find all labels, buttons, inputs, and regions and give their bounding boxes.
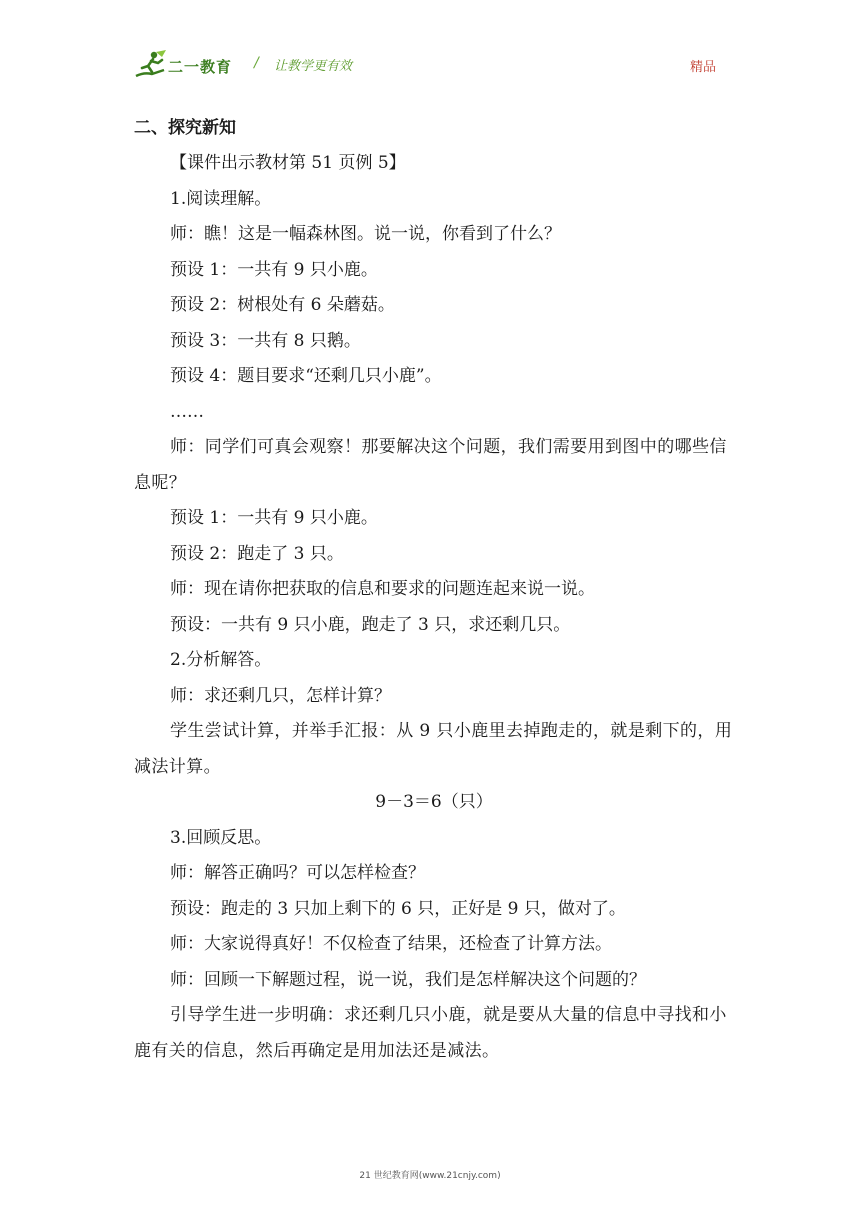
text-line: 师：回顾一下解题过程，说一说，我们是怎样解决这个问题的？ xyxy=(170,969,646,990)
text-line: 预设 1：一共有 9 只小鹿。 xyxy=(170,259,378,280)
document-body xyxy=(134,110,734,1069)
runner-logo-icon xyxy=(134,50,168,80)
text-line: 预设 1：一共有 9 只小鹿。 xyxy=(170,508,378,528)
logo-text: 二一教育 xyxy=(168,58,233,76)
text-line: 师：解答正确吗？可以怎样检查？ xyxy=(170,863,425,883)
section-title: 二、探究新知 xyxy=(134,118,236,138)
text-line: 2.分析解答。 xyxy=(170,650,272,670)
paragraph: 师：同学们可真会观察！那要解决这个问题，我们需要用到图中的哪些信息呢？ xyxy=(134,437,727,493)
page-footer: 21 世纪教育网(www.21cnjy.com) xyxy=(359,1171,501,1181)
brand-logo xyxy=(134,50,246,80)
paragraph: 学生尝试计算，并举手汇报：从 9 只小鹿里去掉跑走的，就是剩下的，用减法计算。 xyxy=(134,721,733,777)
header-divider: / xyxy=(254,55,259,71)
text-line: 师：现在请你把获取的信息和要求的问题连起来说一说。 xyxy=(170,579,595,599)
text-line: 预设：跑走的 3 只加上剩下的 6 只，正好是 9 只，做对了。 xyxy=(170,898,626,919)
paragraph: 引导学生进一步明确：求还剩几只小鹿，就是要从大量的信息中寻找和小鹿有关的信息，然后再确定是用加法还是减法。 xyxy=(134,1005,727,1061)
equation: 9－3＝6（只） xyxy=(375,792,493,812)
text-line: 师：瞧！这是一幅森林图。说一说，你看到了什么？ xyxy=(170,224,561,244)
text-line: 师：大家说得真好！不仅检查了结果，还检查了计算方法。 xyxy=(170,934,612,954)
text-line: 1.阅读理解。 xyxy=(170,188,272,209)
text-line: 预设 2：跑走了 3 只。 xyxy=(170,543,344,564)
page-header xyxy=(134,48,734,84)
text-line: 预设 3：一共有 8 只鹅。 xyxy=(170,330,361,351)
premium-badge: 精品 xyxy=(689,60,716,75)
text-line: 预设 4：题目要求“还剩几只小鹿”。 xyxy=(170,366,442,386)
text-line: 【课件出示教材第 51 页例 5】 xyxy=(170,153,406,173)
header-slogan: 让教学更有效 xyxy=(274,59,353,74)
text-line: 预设：一共有 9 只小鹿，跑走了 3 只，求还剩几只。 xyxy=(170,614,571,635)
ellipsis-line: …… xyxy=(170,401,204,422)
text-line: 3.回顾反思。 xyxy=(170,827,272,848)
text-line: 预设 2：树根处有 6 朵蘑菇。 xyxy=(170,295,395,315)
text-line: 师：求还剩几只，怎样计算？ xyxy=(170,685,391,706)
